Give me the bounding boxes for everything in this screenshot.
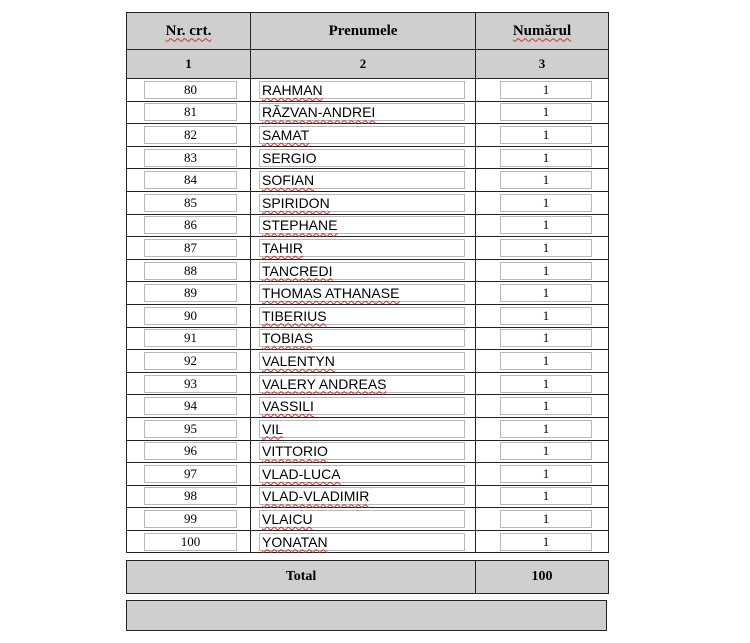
table-row bbox=[127, 101, 609, 124]
name-count-field[interactable]: 1 bbox=[500, 216, 592, 234]
first-name-field[interactable]: YONATAN bbox=[259, 533, 465, 551]
first-name-cell bbox=[251, 417, 476, 440]
row-number-field[interactable]: 82 bbox=[144, 126, 237, 144]
row-number-field[interactable]: 87 bbox=[144, 239, 237, 257]
header-numarul: Numărul bbox=[476, 13, 609, 50]
name-count-cell bbox=[476, 169, 609, 192]
row-number-cell bbox=[127, 124, 251, 147]
first-name-field[interactable]: SOFIAN bbox=[259, 171, 465, 189]
table-row bbox=[127, 508, 609, 531]
name-count-field[interactable]: 1 bbox=[500, 442, 592, 460]
first-name-cell bbox=[251, 530, 476, 553]
row-number-field[interactable]: 81 bbox=[144, 103, 237, 121]
row-number-field[interactable]: 99 bbox=[144, 510, 237, 528]
empty-footer-bar bbox=[126, 600, 607, 631]
row-number-field[interactable]: 91 bbox=[144, 329, 237, 347]
table-body bbox=[127, 79, 609, 553]
row-number-field[interactable]: 85 bbox=[144, 194, 237, 212]
row-number-field[interactable]: 97 bbox=[144, 465, 237, 483]
name-count-cell bbox=[476, 101, 609, 124]
total-label: Total bbox=[127, 561, 476, 594]
name-count-cell bbox=[476, 214, 609, 237]
row-number-field[interactable]: 96 bbox=[144, 442, 237, 460]
first-name-cell bbox=[251, 191, 476, 214]
header-nr-crt: Nr. crt. bbox=[127, 13, 251, 50]
name-count-cell bbox=[476, 372, 609, 395]
first-name-cell bbox=[251, 79, 476, 102]
name-count-field[interactable]: 1 bbox=[500, 465, 592, 483]
total-value: 100 bbox=[476, 561, 609, 594]
table-row bbox=[127, 79, 609, 102]
name-count-field[interactable]: 1 bbox=[500, 307, 592, 325]
header-prenumele: Prenumele bbox=[251, 13, 476, 50]
table-row bbox=[127, 124, 609, 147]
first-name-field[interactable]: THOMAS ATHANASE bbox=[259, 284, 465, 302]
first-name-field[interactable]: VLAICU bbox=[259, 510, 465, 528]
first-name-field[interactable]: TANCREDI bbox=[259, 262, 465, 280]
row-number-field[interactable]: 92 bbox=[144, 352, 237, 370]
row-number-cell bbox=[127, 508, 251, 531]
row-number-cell bbox=[127, 259, 251, 282]
name-count-field[interactable]: 1 bbox=[500, 533, 592, 551]
table-row bbox=[127, 327, 609, 350]
first-name-cell bbox=[251, 259, 476, 282]
name-count-cell bbox=[476, 508, 609, 531]
first-name-field[interactable]: SAMAT bbox=[259, 126, 465, 144]
first-name-field[interactable]: VITTORIO bbox=[259, 442, 465, 460]
first-name-field[interactable]: VIL bbox=[259, 420, 465, 438]
name-count-field[interactable]: 1 bbox=[500, 171, 592, 189]
first-name-cell bbox=[251, 350, 476, 373]
name-count-field[interactable]: 1 bbox=[500, 126, 592, 144]
first-name-field[interactable]: SPIRIDON bbox=[259, 194, 465, 212]
name-count-field[interactable]: 1 bbox=[500, 397, 592, 415]
name-count-field[interactable]: 1 bbox=[500, 262, 592, 280]
row-number-field[interactable]: 100 bbox=[144, 533, 237, 551]
header-row bbox=[127, 13, 609, 50]
table-row bbox=[127, 395, 609, 418]
row-number-cell bbox=[127, 79, 251, 102]
table-row bbox=[127, 237, 609, 260]
row-number-cell bbox=[127, 530, 251, 553]
table-row bbox=[127, 304, 609, 327]
row-number-cell bbox=[127, 485, 251, 508]
name-count-field[interactable]: 1 bbox=[500, 375, 592, 393]
row-number-field[interactable]: 84 bbox=[144, 171, 237, 189]
first-name-field[interactable]: VLAD-LUCA bbox=[259, 465, 465, 483]
table-row bbox=[127, 417, 609, 440]
row-number-field[interactable]: 89 bbox=[144, 284, 237, 302]
name-count-cell bbox=[476, 395, 609, 418]
table-row bbox=[127, 214, 609, 237]
row-number-cell bbox=[127, 101, 251, 124]
name-count-cell bbox=[476, 304, 609, 327]
name-count-field[interactable]: 1 bbox=[500, 284, 592, 302]
name-count-cell bbox=[476, 327, 609, 350]
row-number-cell bbox=[127, 417, 251, 440]
row-number-field[interactable]: 83 bbox=[144, 149, 237, 167]
name-count-cell bbox=[476, 146, 609, 169]
row-number-field[interactable]: 94 bbox=[144, 397, 237, 415]
first-name-field[interactable]: RAHMAN bbox=[259, 81, 465, 99]
first-name-field[interactable]: SERGIO bbox=[259, 149, 465, 167]
first-name-field[interactable]: VASSILI bbox=[259, 397, 465, 415]
name-count-field[interactable]: 1 bbox=[500, 420, 592, 438]
first-name-field[interactable]: VALENTYN bbox=[259, 352, 465, 370]
table-row bbox=[127, 146, 609, 169]
first-name-cell bbox=[251, 327, 476, 350]
first-name-field[interactable]: RĂZVAN-ANDREI bbox=[259, 103, 465, 121]
row-number-cell bbox=[127, 395, 251, 418]
row-number-field[interactable]: 90 bbox=[144, 307, 237, 325]
column-number-2: 2 bbox=[251, 50, 476, 79]
name-count-cell bbox=[476, 463, 609, 486]
table-row bbox=[127, 282, 609, 305]
name-count-cell bbox=[476, 79, 609, 102]
row-number-cell bbox=[127, 463, 251, 486]
table-row bbox=[127, 191, 609, 214]
row-number-cell bbox=[127, 350, 251, 373]
first-name-cell bbox=[251, 214, 476, 237]
first-name-field[interactable]: VALERY ANDREAS bbox=[259, 375, 465, 393]
row-number-cell bbox=[127, 214, 251, 237]
table-row bbox=[127, 463, 609, 486]
name-count-cell bbox=[476, 191, 609, 214]
name-count-cell bbox=[476, 350, 609, 373]
row-number-cell bbox=[127, 440, 251, 463]
name-count-field[interactable]: 1 bbox=[500, 149, 592, 167]
table-row bbox=[127, 169, 609, 192]
first-name-cell bbox=[251, 395, 476, 418]
row-number-field[interactable]: 88 bbox=[144, 262, 237, 280]
table-row bbox=[127, 440, 609, 463]
name-count-field[interactable]: 1 bbox=[500, 81, 592, 99]
table-row bbox=[127, 350, 609, 373]
row-number-field[interactable]: 93 bbox=[144, 375, 237, 393]
row-number-field[interactable]: 86 bbox=[144, 216, 237, 234]
first-name-cell bbox=[251, 282, 476, 305]
name-count-cell bbox=[476, 237, 609, 260]
row-number-field[interactable]: 80 bbox=[144, 81, 237, 99]
first-name-cell bbox=[251, 124, 476, 147]
first-name-field[interactable]: TAHIR bbox=[259, 239, 465, 257]
row-number-cell bbox=[127, 282, 251, 305]
name-count-field[interactable]: 1 bbox=[500, 352, 592, 370]
first-name-cell bbox=[251, 508, 476, 531]
first-name-cell bbox=[251, 101, 476, 124]
name-count-cell bbox=[476, 530, 609, 553]
names-table bbox=[126, 12, 609, 553]
first-name-cell bbox=[251, 485, 476, 508]
row-number-cell bbox=[127, 191, 251, 214]
row-number-field[interactable]: 98 bbox=[144, 487, 237, 505]
name-count-field[interactable]: 1 bbox=[500, 239, 592, 257]
name-count-field[interactable]: 1 bbox=[500, 510, 592, 528]
name-count-cell bbox=[476, 440, 609, 463]
table-row bbox=[127, 530, 609, 553]
table-row bbox=[127, 485, 609, 508]
name-count-field[interactable]: 1 bbox=[500, 194, 592, 212]
column-number-1: 1 bbox=[127, 50, 251, 79]
name-count-cell bbox=[476, 417, 609, 440]
table-row bbox=[127, 259, 609, 282]
name-count-field[interactable]: 1 bbox=[500, 487, 592, 505]
first-name-cell bbox=[251, 372, 476, 395]
name-count-field[interactable]: 1 bbox=[500, 329, 592, 347]
name-count-field[interactable]: 1 bbox=[500, 103, 592, 121]
row-number-cell bbox=[127, 372, 251, 395]
table-row bbox=[127, 372, 609, 395]
first-name-field[interactable]: VLAD-VLADIMIR bbox=[259, 487, 465, 505]
name-count-cell bbox=[476, 259, 609, 282]
first-name-cell bbox=[251, 440, 476, 463]
first-name-field[interactable]: TIBERIUS bbox=[259, 307, 465, 325]
name-count-cell bbox=[476, 124, 609, 147]
first-name-cell bbox=[251, 169, 476, 192]
row-number-cell bbox=[127, 237, 251, 260]
first-name-cell bbox=[251, 463, 476, 486]
name-count-cell bbox=[476, 485, 609, 508]
first-name-cell bbox=[251, 237, 476, 260]
row-number-cell bbox=[127, 327, 251, 350]
first-name-cell bbox=[251, 304, 476, 327]
row-number-cell bbox=[127, 304, 251, 327]
first-name-field[interactable]: STEPHANE bbox=[259, 216, 465, 234]
total-row bbox=[127, 561, 609, 594]
name-count-cell bbox=[476, 282, 609, 305]
column-number-3: 3 bbox=[476, 50, 609, 79]
names-report bbox=[126, 12, 608, 631]
total-table bbox=[126, 560, 609, 594]
row-number-field[interactable]: 95 bbox=[144, 420, 237, 438]
first-name-field[interactable]: TOBIAS bbox=[259, 329, 465, 347]
column-number-row bbox=[127, 50, 609, 79]
row-number-cell bbox=[127, 146, 251, 169]
row-number-cell bbox=[127, 169, 251, 192]
first-name-cell bbox=[251, 146, 476, 169]
